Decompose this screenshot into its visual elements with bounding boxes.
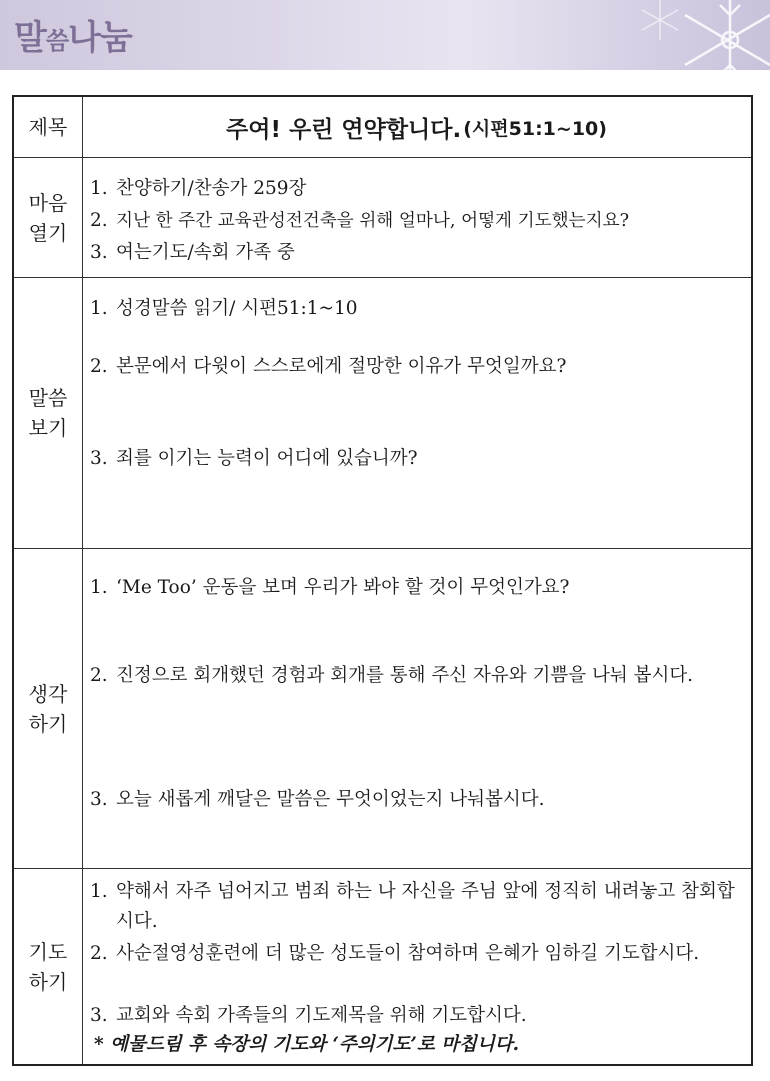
section-label-line-2: 하기 — [28, 969, 68, 994]
section-label-line-2: 열기 — [28, 220, 68, 245]
item-number: 3. — [90, 242, 108, 263]
page-title — [82, 97, 751, 157]
item-number: 1. — [90, 298, 108, 319]
brand-main: 말 — [14, 18, 46, 58]
section-content — [82, 278, 751, 548]
item-number: 1. — [90, 178, 108, 199]
item-number: 2. — [90, 210, 108, 231]
snowflake-icon — [630, 0, 770, 90]
title-cell — [82, 97, 751, 157]
list-item — [90, 661, 743, 691]
section-label — [14, 158, 83, 277]
section-label-line-1: 기도 — [28, 939, 68, 964]
item-text: 성경말씀 읽기/ 시편51:1~10 — [116, 298, 358, 319]
section-content — [82, 549, 751, 868]
section-pray — [14, 869, 751, 1064]
item-number: 2. — [90, 356, 108, 377]
list-item — [90, 238, 743, 268]
brand-logo — [14, 10, 132, 59]
title-label-text: 제목 — [28, 115, 68, 139]
title-row — [14, 97, 751, 158]
brand-rest: 나눔 — [68, 18, 132, 58]
closing-note: * 예물드림 후 속장의 기도와 ‘주의기도’로 마칩니다. — [94, 1034, 520, 1055]
item-number: 3. — [90, 1005, 108, 1026]
item-number: 2. — [90, 665, 108, 686]
section-label-line-1: 마음 — [28, 190, 68, 215]
section-open-heart — [14, 158, 751, 278]
section-label-line-1: 말씀 — [28, 386, 68, 410]
item-number: 3. — [90, 789, 108, 810]
list-item — [90, 785, 743, 815]
header-band — [0, 0, 770, 70]
item-text: 본문에서 다윗이 스스로에게 절망한 이유가 무엇일까요? — [116, 356, 567, 377]
list-item — [90, 1001, 743, 1031]
list-item — [90, 206, 749, 236]
list-item — [90, 573, 743, 603]
list-item — [90, 352, 743, 382]
section-read-word — [14, 278, 751, 549]
list-item — [90, 174, 743, 204]
section-label — [14, 549, 83, 868]
section-label — [14, 278, 83, 548]
item-text: 진정으로 회개했던 경험과 회개를 통해 주신 자유와 기쁨을 나눠 봅시다. — [116, 665, 694, 686]
item-number: 3. — [90, 448, 108, 469]
item-text: ‘Me Too’ 운동을 보며 우리가 봐야 할 것이 무엇인가요? — [116, 577, 570, 598]
item-text: 지난 한 주간 교육관성전건축을 위해 얼마나, 어떻게 기도했는지요? — [116, 211, 630, 231]
item-text: 찬양하기/찬송가 259장 — [116, 178, 307, 199]
item-text: 약해서 자주 넘어지고 범죄 하는 나 자신을 주님 앞에 정직히 내려놓고 참회합시다. — [116, 881, 735, 932]
title-label — [14, 97, 83, 157]
title-reference: (시편51:1~10) — [463, 117, 607, 140]
section-reflect — [14, 549, 751, 869]
list-item — [90, 294, 743, 324]
section-label-line-1: 생각 — [28, 681, 68, 706]
item-text: 교회와 속회 가족들의 기도제목을 위해 기도합시다. — [116, 1005, 527, 1026]
item-text: 사순절영성훈련에 더 많은 성도들이 참여하며 은혜가 임하길 기도합시다. — [116, 943, 700, 964]
item-text: 여는기도/속회 가족 중 — [116, 242, 295, 263]
item-number: 2. — [90, 943, 108, 964]
list-item — [90, 939, 743, 969]
item-text: 죄를 이기는 능력이 어디에 있습니까? — [116, 448, 418, 469]
list-item — [90, 444, 743, 474]
title-main: 주여! 우린 연약합니다. — [226, 116, 462, 143]
item-number: 1. — [90, 881, 108, 902]
section-label-line-2: 보기 — [28, 416, 68, 440]
list-item — [90, 877, 743, 937]
study-table — [12, 95, 753, 1066]
section-content — [82, 158, 751, 277]
section-label-line-2: 하기 — [28, 711, 68, 736]
brand-small: 씀 — [45, 27, 69, 55]
item-number: 1. — [90, 577, 108, 598]
section-label — [14, 869, 83, 1064]
item-text: 오늘 새롭게 깨달은 말씀은 무엇이었는지 나눠봅시다. — [116, 789, 545, 810]
section-content — [82, 869, 751, 1064]
